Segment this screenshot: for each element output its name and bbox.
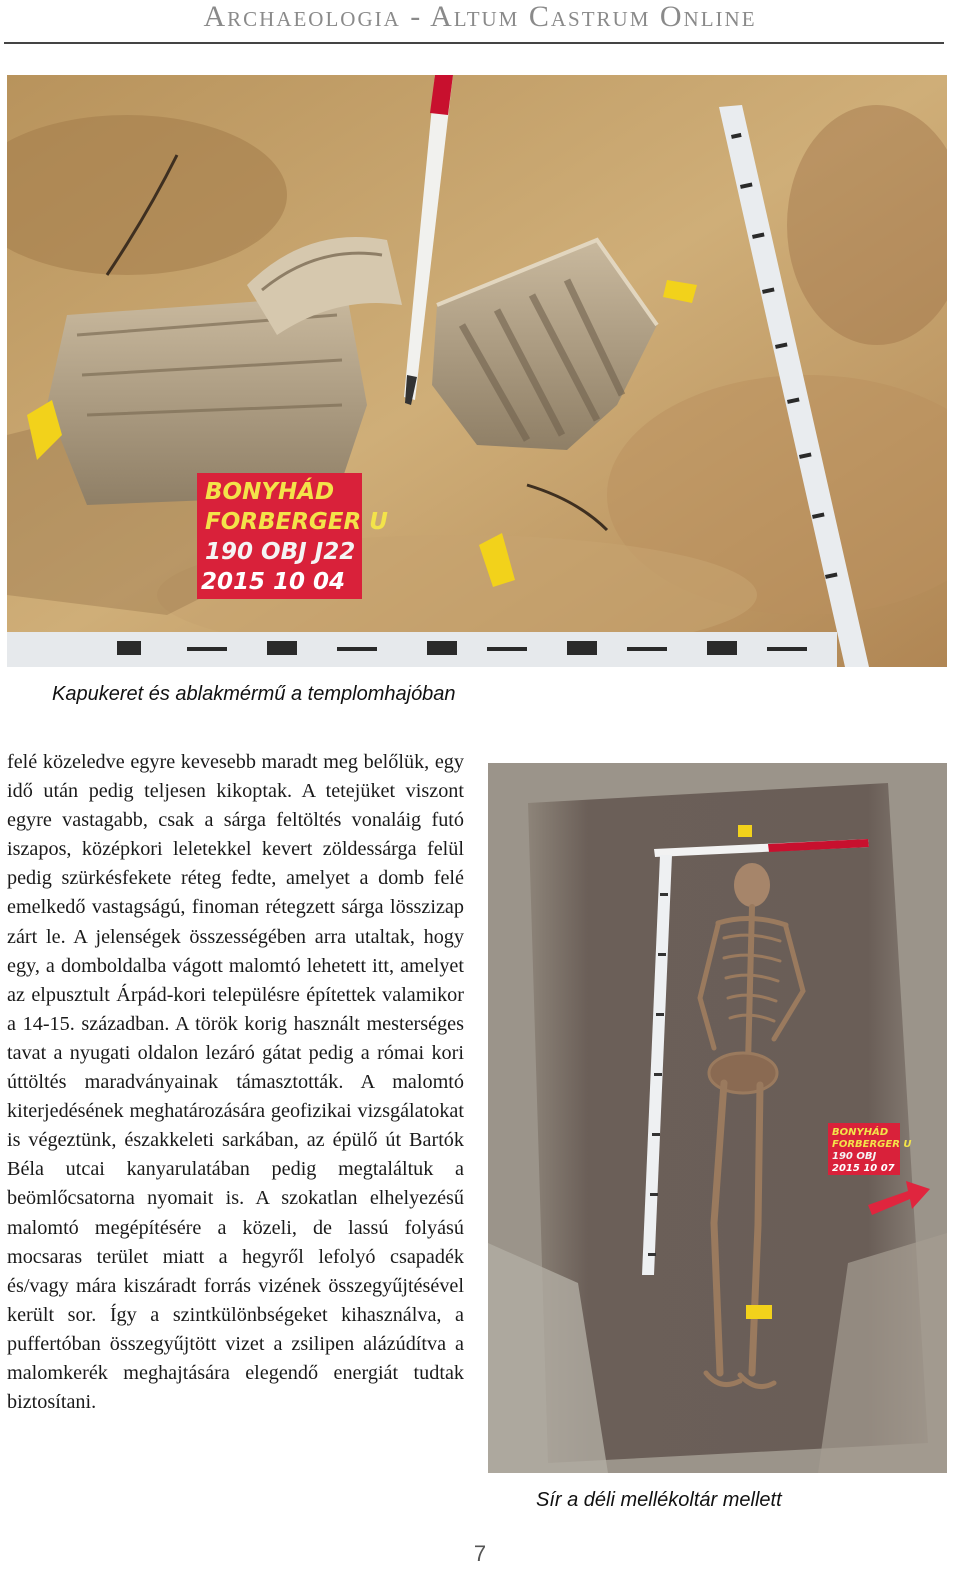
excavation-photo-gate-frame-image (7, 75, 947, 667)
excavation-photo-grave (488, 763, 947, 1473)
body-paragraph: felé közeledve egyre kevesebb maradt meg belőlük, egy idő után pedig teljesen kikoptak. A tetejüket viszont egyre vastagabb, csak a sárga feltöltés vonaláig futó iszapos, középkori leletekkel kevert zöldessárga felül pedig szürkésfekete réteg fedte, amelyet a domb felé emelkedő vastagságú, finoman rétegzett sárga lösszizap zárt le. A jelenségek összességében arra utaltak, hogy egy, a domboldalba vágott malomtó lehetett itt, amelyet az elpusztult Árpád-kori településre építettek valamikor a 14-15. században. A török korig használt mesterséges tavat a nyugati oldalon lezáró gátat pedig a római kori úttöltés maradványainak támasztották. A malomtó kiterjedésének meghatározására geofizikai vizsgálatokat is végeztünk, északkeleti sarkában, az épülő út Bartók Béla utcai kanyarulatában pedig megtaláltuk a beömlőcsatorna nyomait is. A szokatlan elhelyezésű malomtó megépítésére a közeli, de lassú folyású mocsaras terület miatt a hegyről lefolyó csapadék és/vagy mára kiszáradt forrás vizének összegyűjtésével került sor. Így a szintkülönbségeket kihasználva, a puffertóban összegyűjtött vizet a zsilipen alázúdítva a malomkerék meghajtására elegendő energiát tudtak biztosítani. (7, 751, 464, 1414)
journal-title: Archaeologia - Altum Castrum Online (203, 0, 757, 33)
photo-sign-line: 190 OBJ J22 (205, 539, 356, 565)
figure-caption: Kapukeret és ablakmérmű a templomhajóban (52, 683, 456, 705)
photo-sign-line: FORBERGER U (832, 1139, 912, 1150)
figure-caption: Sír a déli mellékoltár mellett (536, 1489, 782, 1511)
excavation-photo-gate-frame (7, 75, 947, 667)
photo-sign-line: 2015 10 04 (201, 569, 346, 595)
excavation-photo-grave-image (488, 763, 947, 1473)
photo-sign-line: 190 OBJ (832, 1151, 877, 1162)
photo-sign-line: BONYHÁD (832, 1127, 889, 1138)
page-header (0, 0, 960, 46)
header-rule (4, 42, 944, 44)
photo-sign-line: 2015 10 07 (832, 1163, 895, 1174)
photo-sign-line: BONYHÁD (205, 479, 335, 505)
photo-sign-line: FORBERGER U (205, 509, 388, 535)
page-number: 7 (473, 1541, 487, 1566)
